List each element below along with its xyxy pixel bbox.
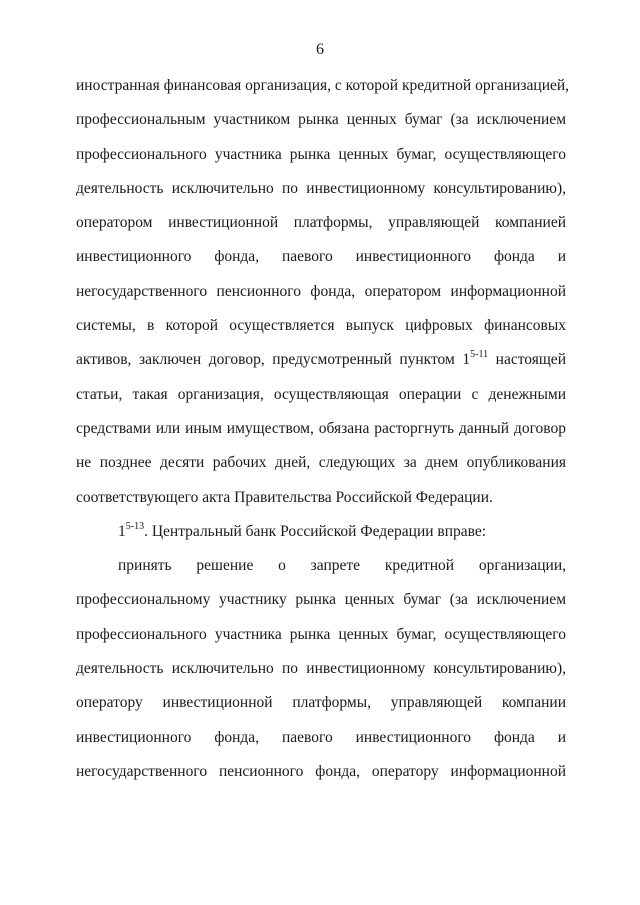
text-line: соответствующего акта Правительства Российской Федерации. (76, 488, 493, 506)
text-line: профессиональному участнику рынка ценных бумаг (за исключением (76, 591, 566, 609)
text-line: системы, в которой осуществляется выпуск цифровых финансовых (76, 317, 566, 335)
text-line: оператором инвестиционной платформы, управляющей компанией (76, 214, 566, 232)
text-line: деятельность исключительно по инвестиционному консультированию), (76, 660, 566, 678)
clause-superscript: 5-13 (125, 520, 145, 532)
clause-heading (76, 522, 566, 556)
reference-superscript: 5-11 (470, 349, 489, 361)
text-line: статьи, такая организация, осуществляющая операции с денежными (76, 385, 566, 403)
text-line: профессионального участника рынка ценных бумаг, осуществляющего (76, 625, 566, 643)
text-line: средствами или иным имуществом, обязана расторгнуть данный договор (76, 419, 566, 437)
text-line: профессиональным участником рынка ценных бумаг (за исключением (76, 111, 566, 129)
text-line: не позднее десяти рабочих дней, следующих за днем опубликования (76, 454, 566, 472)
text-line-with-reference (76, 350, 566, 384)
text-line: инвестиционного фонда, паевого инвестиционного фонда и (76, 728, 566, 746)
text-line: негосударственного пенсионного фонда, оператору информационной (76, 762, 566, 780)
clause-text: . Центральный банк Российской Федерации вправе: (144, 522, 487, 540)
text-line: деятельность исключительно по инвестиционному консультированию), (76, 179, 566, 197)
clause-number: 1 (118, 522, 126, 540)
text-fragment: настоящей (488, 351, 566, 369)
text-line: негосударственного пенсионного фонда, оператором информационной (76, 282, 566, 300)
text-line: профессионального участника рынка ценных бумаг, осуществляющего (76, 145, 566, 163)
page-number: 6 (316, 41, 324, 58)
text-line: оператору инвестиционной платформы, управляющей компании (76, 694, 566, 712)
text-line: иностранная финансовая организация, с которой кредитной организацией, (76, 77, 570, 94)
text-line: принять решение о запрете кредитной организации, (118, 557, 566, 575)
text-fragment: активов, заключен договор, предусмотренный пунктом 1 (76, 351, 471, 369)
body-text (76, 76, 570, 796)
text-line: инвестиционного фонда, паевого инвестиционного фонда и (76, 248, 566, 266)
